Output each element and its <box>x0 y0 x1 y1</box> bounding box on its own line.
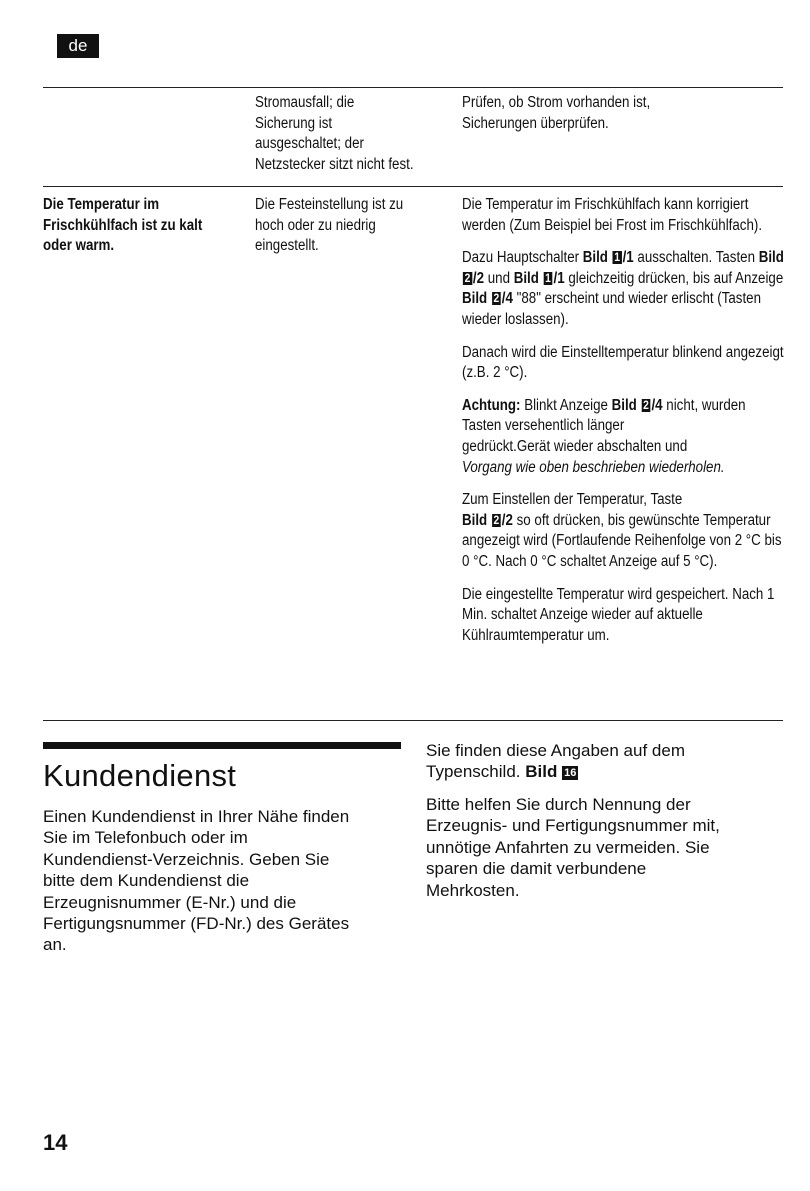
figure-ref-icon: 2 <box>493 512 500 527</box>
service-text-right-1: Sie finden diese Angaben auf dem Typenschild. Bild 16 <box>426 741 685 782</box>
row1-cause: Stromausfall; die Sicherung ist ausgeschaltet; der Netzstecker sitzt nicht fest. <box>255 94 414 173</box>
row2-remedy <box>462 195 785 646</box>
row2-fault: Die Temperatur im Frischkühlfach ist zu kalt oder warm. <box>43 196 203 255</box>
figure-ref-icon: 1 <box>614 250 620 265</box>
figure-ref-icon: 2 <box>643 397 649 412</box>
remedy-paragraph-4: Achtung: Blinkt Anzeige Bild 2 /4 nicht, wurden Tasten versehentlich länger gedrückt.Gerät wieder abschalten und Vorgang wie oben beschrieben wiederholen. <box>462 396 746 476</box>
remedy-paragraph-6: Die eingestellte Temperatur wird gespeichert. Nach 1 Min. schaltet Anzeige wieder auf aktuelle Kühlraumtemperatur um. <box>462 585 775 644</box>
figure-ref-icon: 2 <box>464 270 471 285</box>
page-number: 14 <box>43 1130 68 1155</box>
figure-ref-icon: 1 <box>545 270 551 285</box>
row1-remedy: Prüfen, ob Strom vorhanden ist, Sicherungen überprüfen. <box>462 94 651 132</box>
remedy-paragraph-1: Die Temperatur im Frischkühlfach kann korrigiert werden (Zum Beispiel bei Frost im Frischkühlfach). <box>462 196 763 234</box>
section-title: Kundendienst <box>43 758 237 793</box>
row2-cause: Die Festeinstellung ist zu hoch oder zu niedrig eingestellt. <box>255 196 404 255</box>
remedy-paragraph-3: Danach wird die Einstelltemperatur blinkend angezeigt (z.B. 2 °C). <box>462 343 784 382</box>
figure-ref-icon: 2 <box>493 291 500 306</box>
remedy-paragraph-5: Zum Einstellen der Temperatur, Taste Bild 2 /2 so oft drücken, bis gewünschte Temperatur angezeigt wird (Fortlaufende Reihenfolge von 2 °C bis 0 °C. Nach 0 °C schaltet Anzeige auf 5 °C). <box>462 491 782 570</box>
remedy-paragraph-2: Dazu Hauptschalter Bild 1 /1 ausschalten. Tasten Bild 2 /2 und Bild 1 /1 gleichzeitig drücken, bis auf Anzeige Bild 2 /4 "88" erscheint und wieder erlischt (Tasten wieder loslassen). <box>462 249 784 328</box>
figure-ref-icon: 16 <box>564 767 577 780</box>
language-badge: de <box>57 34 99 58</box>
service-text-right-2: Bitte helfen Sie durch Nennung der Erzeugnis- und Fertigungsnummer mit, unnötige Anfahrten zu vermeiden. Sie sparen die damit verbundene Mehrkosten. <box>426 795 720 900</box>
service-text-left: Einen Kundendienst in Ihrer Nähe finden Sie im Telefonbuch oder im Kundendienst-Verzeichnis. Geben Sie bitte dem Kundendienst die Erzeugnisnummer (E-Nr.) und die Fertigungsnummer (FD-Nr.) des Gerätes an. <box>43 807 350 955</box>
section-bar <box>43 742 401 749</box>
table-bottom-rule <box>43 720 783 721</box>
top-rule <box>43 87 783 88</box>
row-separator <box>43 186 783 187</box>
